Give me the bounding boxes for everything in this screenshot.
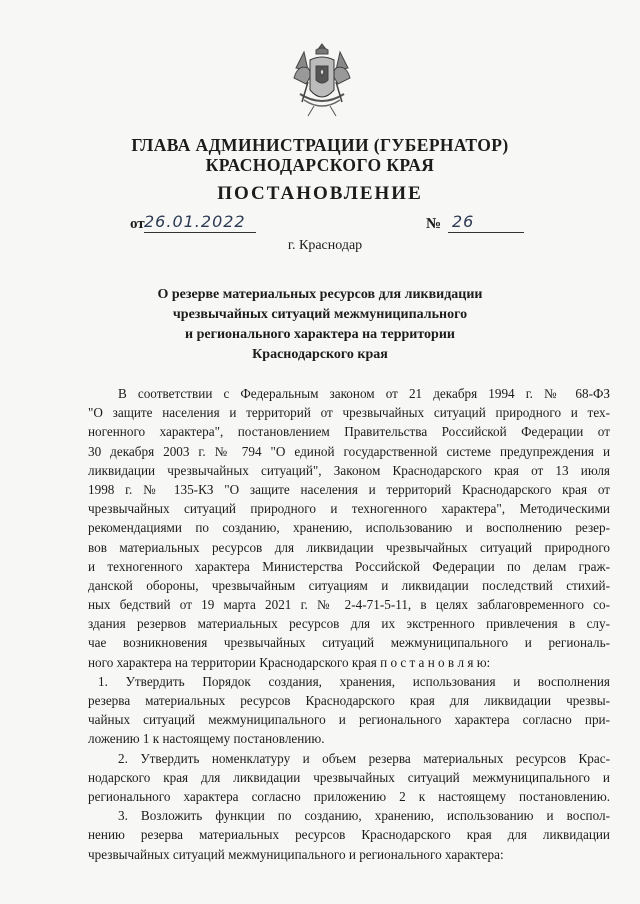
date-prefix: от — [130, 216, 145, 232]
handwritten-date: 26.01.2022 — [144, 212, 246, 231]
body-line: ликвидации чрезвычайных ситуаций", Законом Краснодарского края от 13 июля — [88, 462, 610, 478]
document-title — [110, 285, 530, 365]
title-line: и регионального характера на территории — [185, 327, 455, 342]
body-line: ногенного характера", постановлением Правительства Российской Федерации от — [88, 424, 610, 440]
body-line: нению резерва материальных ресурсов Краснодарского края для ликвидации — [88, 827, 610, 843]
body-line: резерва материальных ресурсов Краснодарского края для ликвидации чрезвы- — [88, 693, 610, 708]
body-line: чрезвычайных ситуаций межмуниципального и регионального характера: — [88, 846, 504, 862]
issuer-title: ГЛАВА АДМИНИСТРАЦИИ (ГУБЕРНАТОР) — [131, 135, 509, 155]
body-line: и техногенного характера Министерства Российской Федерации по делам граж- — [88, 558, 610, 574]
document-body — [88, 384, 610, 864]
body-line: 3. Возложить функции по созданию, хранению, использованию и воспол- — [118, 808, 610, 824]
number-underline — [448, 232, 524, 233]
document-type: ПОСТАНОВЛЕНИЕ — [217, 183, 423, 204]
body-line: 1998 г. № 135-КЗ "О защите населения и территорий Краснодарского края от — [88, 481, 610, 497]
number-prefix: № — [426, 216, 442, 232]
title-line: О резерве материальных ресурсов для ликвидации — [157, 287, 483, 302]
issuer-region: КРАСНОДАРСКОГО КРАЯ — [205, 155, 435, 175]
body-line: ного характера на территории Краснодарского края п о с т а н о в л я ю: — [88, 654, 491, 670]
krasnodar-coat-of-arms-icon — [286, 38, 358, 120]
body-line: чайных ситуаций межмуниципального и регионального характера согласно при- — [88, 712, 610, 728]
body-line: 2. Утвердить номенклатуру и объем резерва материальных ресурсов Крас- — [118, 750, 610, 766]
body-line: 1. Утвердить Порядок создания, хранения, использования и восполнения — [98, 673, 610, 689]
handwritten-number: 26 — [452, 212, 475, 231]
body-line: здания резервов материальных ресурсов для их экстренного привлечения в слу- — [88, 616, 610, 632]
body-line: ных бедствий от 19 марта 2021 г. № 2-4-71-5-11, в целях заблаговременного со- — [88, 597, 610, 613]
body-line: рекомендациями по созданию, хранению, использованию и восполнению резер- — [88, 520, 610, 536]
city: г. Краснодар — [287, 238, 363, 253]
body-line: В соответствии с Федеральным законом от 21 декабря 1994 г. № 68-ФЗ — [118, 386, 610, 401]
title-line: Краснодарского края — [252, 347, 388, 362]
body-line: ложению 1 к настоящему постановлению. — [88, 731, 325, 747]
body-line: "О защите населения и территорий от чрезвычайных ситуаций природного и тех- — [88, 405, 610, 421]
body-line: нодарского края для ликвидации чрезвычайных ситуаций межмуниципального и — [88, 769, 610, 785]
body-line: вов материальных ресурсов для ликвидации чрезвычайных ситуаций природного — [88, 539, 610, 555]
title-line: чрезвычайных ситуаций межмуниципального — [172, 307, 468, 322]
body-line: регионального характера согласно приложению 2 к настоящему постановлению. — [88, 788, 610, 804]
body-line: чае возникновения чрезвычайных ситуаций межмуниципального и региональ- — [88, 635, 610, 651]
body-line: чрезвычайных ситуаций природного и техногенного характера", Методическими — [88, 501, 610, 517]
body-line: данской обороны, чрезвычайным ситуациям и ликвидации последствий стихий- — [88, 577, 610, 593]
body-line: 30 декабря 2003 г. № 794 "О единой государственной системе предупреждения и — [88, 443, 610, 459]
date-number-line — [130, 212, 530, 238]
date-underline — [144, 232, 256, 233]
